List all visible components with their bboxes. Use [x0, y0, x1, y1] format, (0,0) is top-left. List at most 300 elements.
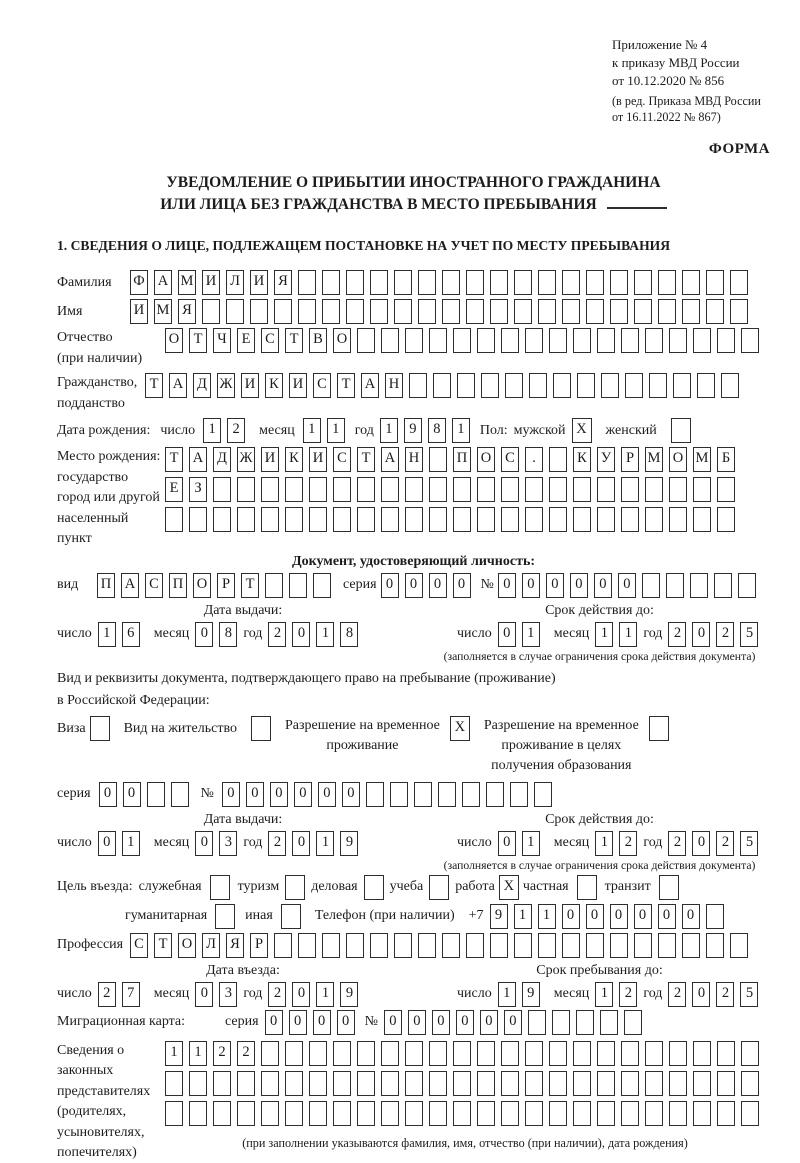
- char-box[interactable]: [237, 507, 255, 532]
- char-box[interactable]: [409, 373, 427, 398]
- char-box[interactable]: [706, 299, 724, 324]
- char-box[interactable]: [717, 1071, 735, 1096]
- char-box[interactable]: А: [169, 373, 187, 398]
- char-box[interactable]: 0: [98, 831, 116, 856]
- char-box[interactable]: [429, 1101, 447, 1126]
- char-box[interactable]: [741, 1071, 759, 1096]
- char-box[interactable]: О: [333, 328, 351, 353]
- char-box[interactable]: [457, 373, 475, 398]
- char-box[interactable]: О: [193, 573, 211, 598]
- char-box[interactable]: [346, 933, 364, 958]
- char-box[interactable]: А: [361, 373, 379, 398]
- char-box[interactable]: [741, 1041, 759, 1066]
- char-box[interactable]: П: [453, 447, 471, 472]
- char-box[interactable]: З: [189, 477, 207, 502]
- char-box[interactable]: [477, 1041, 495, 1066]
- char-box[interactable]: [453, 477, 471, 502]
- char-box[interactable]: [381, 1101, 399, 1126]
- char-box[interactable]: 0: [498, 573, 516, 598]
- char-box[interactable]: Т: [357, 447, 375, 472]
- char-box[interactable]: [642, 573, 660, 598]
- char-box[interactable]: 0: [586, 904, 604, 929]
- char-box[interactable]: [697, 373, 715, 398]
- char-box[interactable]: [693, 1101, 711, 1126]
- char-box[interactable]: 0: [246, 782, 264, 807]
- char-box[interactable]: [501, 1071, 519, 1096]
- char-box[interactable]: [669, 477, 687, 502]
- char-box[interactable]: 1: [327, 418, 345, 443]
- char-box[interactable]: [505, 373, 523, 398]
- char-box[interactable]: А: [154, 270, 172, 295]
- char-box[interactable]: [405, 477, 423, 502]
- char-box[interactable]: 1: [303, 418, 321, 443]
- char-box[interactable]: [634, 933, 652, 958]
- char-box[interactable]: О: [178, 933, 196, 958]
- char-box[interactable]: 2: [668, 622, 686, 647]
- char-box[interactable]: Е: [237, 328, 255, 353]
- char-box[interactable]: А: [121, 573, 139, 598]
- char-box[interactable]: М: [645, 447, 663, 472]
- char-box[interactable]: И: [241, 373, 259, 398]
- char-box[interactable]: 0: [562, 904, 580, 929]
- char-box[interactable]: И: [261, 447, 279, 472]
- char-box[interactable]: [394, 933, 412, 958]
- char-box[interactable]: 9: [340, 982, 358, 1007]
- char-box[interactable]: С: [130, 933, 148, 958]
- char-box[interactable]: 1: [498, 982, 516, 1007]
- char-box[interactable]: [390, 782, 408, 807]
- char-box[interactable]: [549, 1041, 567, 1066]
- char-box[interactable]: [634, 270, 652, 295]
- char-box[interactable]: Я: [226, 933, 244, 958]
- char-box[interactable]: И: [289, 373, 307, 398]
- char-box[interactable]: 9: [340, 831, 358, 856]
- char-box[interactable]: Б: [717, 447, 735, 472]
- char-box[interactable]: 2: [619, 982, 637, 1007]
- char-box[interactable]: [717, 507, 735, 532]
- char-box[interactable]: [333, 1101, 351, 1126]
- char-box[interactable]: [514, 299, 532, 324]
- char-box[interactable]: [534, 782, 552, 807]
- char-box[interactable]: 5: [740, 831, 758, 856]
- char-box[interactable]: 2: [268, 982, 286, 1007]
- char-box[interactable]: [573, 507, 591, 532]
- char-box[interactable]: [717, 477, 735, 502]
- char-box[interactable]: [501, 328, 519, 353]
- char-box[interactable]: [621, 1071, 639, 1096]
- char-box[interactable]: В: [309, 328, 327, 353]
- purpose-official-checkbox[interactable]: [210, 875, 230, 900]
- purpose-private-checkbox[interactable]: [577, 875, 597, 900]
- char-box[interactable]: [573, 328, 591, 353]
- char-box[interactable]: [717, 1041, 735, 1066]
- char-box[interactable]: [490, 933, 508, 958]
- char-box[interactable]: С: [333, 447, 351, 472]
- char-box[interactable]: [501, 1041, 519, 1066]
- char-box[interactable]: [274, 299, 292, 324]
- char-box[interactable]: [658, 299, 676, 324]
- char-box[interactable]: 0: [99, 782, 117, 807]
- char-box[interactable]: [501, 477, 519, 502]
- char-box[interactable]: М: [178, 270, 196, 295]
- char-box[interactable]: [669, 328, 687, 353]
- char-box[interactable]: [649, 373, 667, 398]
- char-box[interactable]: [462, 782, 480, 807]
- char-box[interactable]: [621, 328, 639, 353]
- char-box[interactable]: [165, 507, 183, 532]
- char-box[interactable]: С: [313, 373, 331, 398]
- char-box[interactable]: [645, 328, 663, 353]
- char-box[interactable]: [453, 507, 471, 532]
- char-box[interactable]: А: [189, 447, 207, 472]
- char-box[interactable]: 1: [380, 418, 398, 443]
- char-box[interactable]: 0: [381, 573, 399, 598]
- char-box[interactable]: Я: [178, 299, 196, 324]
- char-box[interactable]: [693, 477, 711, 502]
- char-box[interactable]: [322, 270, 340, 295]
- char-box[interactable]: 0: [195, 622, 213, 647]
- char-box[interactable]: 0: [270, 782, 288, 807]
- char-box[interactable]: [658, 933, 676, 958]
- char-box[interactable]: [165, 1101, 183, 1126]
- visa-checkbox[interactable]: [90, 716, 110, 741]
- char-box[interactable]: 0: [498, 622, 516, 647]
- char-box[interactable]: 1: [595, 831, 613, 856]
- char-box[interactable]: [490, 299, 508, 324]
- char-box[interactable]: [586, 933, 604, 958]
- char-box[interactable]: Ч: [213, 328, 231, 353]
- char-box[interactable]: [669, 1071, 687, 1096]
- char-box[interactable]: [453, 328, 471, 353]
- char-box[interactable]: 0: [453, 573, 471, 598]
- char-box[interactable]: [634, 299, 652, 324]
- char-box[interactable]: [429, 447, 447, 472]
- char-box[interactable]: .: [525, 447, 543, 472]
- char-box[interactable]: [693, 507, 711, 532]
- char-box[interactable]: Т: [165, 447, 183, 472]
- char-box[interactable]: [381, 1041, 399, 1066]
- char-box[interactable]: [486, 782, 504, 807]
- char-box[interactable]: [693, 1041, 711, 1066]
- char-box[interactable]: [477, 1101, 495, 1126]
- char-box[interactable]: [525, 507, 543, 532]
- char-box[interactable]: 2: [668, 831, 686, 856]
- char-box[interactable]: [721, 373, 739, 398]
- char-box[interactable]: [405, 328, 423, 353]
- char-box[interactable]: Н: [385, 373, 403, 398]
- char-box[interactable]: [438, 782, 456, 807]
- char-box[interactable]: [366, 782, 384, 807]
- char-box[interactable]: [298, 270, 316, 295]
- char-box[interactable]: 8: [340, 622, 358, 647]
- char-box[interactable]: 0: [429, 573, 447, 598]
- purpose-transit-checkbox[interactable]: [659, 875, 679, 900]
- char-box[interactable]: [621, 1041, 639, 1066]
- char-box[interactable]: 0: [692, 622, 710, 647]
- char-box[interactable]: 0: [692, 831, 710, 856]
- char-box[interactable]: 2: [716, 831, 734, 856]
- char-box[interactable]: [370, 299, 388, 324]
- char-box[interactable]: 2: [237, 1041, 255, 1066]
- char-box[interactable]: Р: [217, 573, 235, 598]
- char-box[interactable]: [573, 1101, 591, 1126]
- char-box[interactable]: [285, 477, 303, 502]
- char-box[interactable]: 1: [619, 622, 637, 647]
- char-box[interactable]: [237, 477, 255, 502]
- char-box[interactable]: К: [285, 447, 303, 472]
- char-box[interactable]: [714, 573, 732, 598]
- char-box[interactable]: [621, 1101, 639, 1126]
- char-box[interactable]: [453, 1101, 471, 1126]
- char-box[interactable]: [165, 1071, 183, 1096]
- char-box[interactable]: [418, 299, 436, 324]
- char-box[interactable]: И: [250, 270, 268, 295]
- char-box[interactable]: [309, 1101, 327, 1126]
- char-box[interactable]: [597, 1101, 615, 1126]
- char-box[interactable]: 0: [432, 1010, 450, 1035]
- char-box[interactable]: [706, 270, 724, 295]
- char-box[interactable]: 1: [316, 831, 334, 856]
- char-box[interactable]: [577, 373, 595, 398]
- char-box[interactable]: 0: [570, 573, 588, 598]
- char-box[interactable]: [285, 507, 303, 532]
- char-box[interactable]: [309, 1041, 327, 1066]
- char-box[interactable]: 0: [292, 622, 310, 647]
- char-box[interactable]: [477, 477, 495, 502]
- purpose-humanitarian-checkbox[interactable]: [215, 904, 235, 929]
- char-box[interactable]: [298, 299, 316, 324]
- char-box[interactable]: 2: [98, 982, 116, 1007]
- char-box[interactable]: [405, 1041, 423, 1066]
- char-box[interactable]: [357, 507, 375, 532]
- char-box[interactable]: [600, 1010, 618, 1035]
- char-box[interactable]: [666, 573, 684, 598]
- char-box[interactable]: [189, 1071, 207, 1096]
- char-box[interactable]: [538, 299, 556, 324]
- char-box[interactable]: [442, 299, 460, 324]
- char-box[interactable]: О: [477, 447, 495, 472]
- char-box[interactable]: 0: [634, 904, 652, 929]
- purpose-work-checkbox[interactable]: X: [499, 875, 519, 900]
- char-box[interactable]: Т: [189, 328, 207, 353]
- char-box[interactable]: [333, 507, 351, 532]
- char-box[interactable]: [645, 1101, 663, 1126]
- char-box[interactable]: [693, 1071, 711, 1096]
- char-box[interactable]: А: [381, 447, 399, 472]
- char-box[interactable]: 0: [123, 782, 141, 807]
- char-box[interactable]: 0: [384, 1010, 402, 1035]
- char-box[interactable]: [370, 933, 388, 958]
- char-box[interactable]: 0: [498, 831, 516, 856]
- char-box[interactable]: [528, 1010, 546, 1035]
- char-box[interactable]: [690, 573, 708, 598]
- char-box[interactable]: [730, 299, 748, 324]
- char-box[interactable]: 0: [682, 904, 700, 929]
- char-box[interactable]: [309, 507, 327, 532]
- char-box[interactable]: Т: [337, 373, 355, 398]
- char-box[interactable]: М: [154, 299, 172, 324]
- char-box[interactable]: [525, 1101, 543, 1126]
- char-box[interactable]: 1: [595, 982, 613, 1007]
- char-box[interactable]: [549, 447, 567, 472]
- char-box[interactable]: [625, 373, 643, 398]
- char-box[interactable]: [298, 933, 316, 958]
- char-box[interactable]: [706, 904, 724, 929]
- char-box[interactable]: П: [169, 573, 187, 598]
- char-box[interactable]: 2: [619, 831, 637, 856]
- char-box[interactable]: 9: [490, 904, 508, 929]
- char-box[interactable]: 0: [195, 982, 213, 1007]
- char-box[interactable]: [552, 1010, 570, 1035]
- char-box[interactable]: [261, 1071, 279, 1096]
- char-box[interactable]: 8: [428, 418, 446, 443]
- char-box[interactable]: 0: [546, 573, 564, 598]
- char-box[interactable]: [693, 328, 711, 353]
- char-box[interactable]: [285, 1101, 303, 1126]
- char-box[interactable]: [682, 299, 700, 324]
- char-box[interactable]: [538, 933, 556, 958]
- purpose-business-checkbox[interactable]: [364, 875, 384, 900]
- char-box[interactable]: [394, 270, 412, 295]
- char-box[interactable]: [309, 1071, 327, 1096]
- char-box[interactable]: Т: [145, 373, 163, 398]
- char-box[interactable]: [405, 1071, 423, 1096]
- char-box[interactable]: 0: [292, 982, 310, 1007]
- char-box[interactable]: 9: [404, 418, 422, 443]
- char-box[interactable]: Е: [165, 477, 183, 502]
- char-box[interactable]: [514, 270, 532, 295]
- char-box[interactable]: 3: [219, 831, 237, 856]
- char-box[interactable]: [573, 1071, 591, 1096]
- char-box[interactable]: [529, 373, 547, 398]
- char-box[interactable]: [322, 933, 340, 958]
- char-box[interactable]: [405, 507, 423, 532]
- char-box[interactable]: [477, 507, 495, 532]
- char-box[interactable]: [429, 477, 447, 502]
- char-box[interactable]: [442, 933, 460, 958]
- char-box[interactable]: [514, 933, 532, 958]
- purpose-other-checkbox[interactable]: [281, 904, 301, 929]
- char-box[interactable]: 5: [740, 982, 758, 1007]
- char-box[interactable]: Ж: [237, 447, 255, 472]
- char-box[interactable]: [370, 270, 388, 295]
- char-box[interactable]: [289, 573, 307, 598]
- char-box[interactable]: 1: [203, 418, 221, 443]
- char-box[interactable]: 7: [122, 982, 140, 1007]
- char-box[interactable]: [429, 1041, 447, 1066]
- char-box[interactable]: 2: [716, 982, 734, 1007]
- char-box[interactable]: [477, 1071, 495, 1096]
- char-box[interactable]: [394, 299, 412, 324]
- char-box[interactable]: [261, 507, 279, 532]
- char-box[interactable]: О: [165, 328, 183, 353]
- char-box[interactable]: 1: [165, 1041, 183, 1066]
- char-box[interactable]: [738, 573, 756, 598]
- char-box[interactable]: [597, 1071, 615, 1096]
- char-box[interactable]: [645, 1041, 663, 1066]
- char-box[interactable]: [597, 507, 615, 532]
- char-box[interactable]: [381, 1071, 399, 1096]
- char-box[interactable]: [549, 477, 567, 502]
- char-box[interactable]: 0: [318, 782, 336, 807]
- char-box[interactable]: 1: [189, 1041, 207, 1066]
- char-box[interactable]: 0: [456, 1010, 474, 1035]
- char-box[interactable]: [429, 507, 447, 532]
- char-box[interactable]: 1: [452, 418, 470, 443]
- char-box[interactable]: 1: [538, 904, 556, 929]
- char-box[interactable]: [525, 1041, 543, 1066]
- char-box[interactable]: [189, 507, 207, 532]
- char-box[interactable]: [573, 1041, 591, 1066]
- char-box[interactable]: 0: [692, 982, 710, 1007]
- char-box[interactable]: 0: [265, 1010, 283, 1035]
- char-box[interactable]: 1: [522, 831, 540, 856]
- char-box[interactable]: [562, 299, 580, 324]
- char-box[interactable]: [147, 782, 165, 807]
- char-box[interactable]: [597, 477, 615, 502]
- char-box[interactable]: [346, 270, 364, 295]
- char-box[interactable]: [213, 507, 231, 532]
- char-box[interactable]: [333, 1071, 351, 1096]
- char-box[interactable]: [717, 328, 735, 353]
- char-box[interactable]: [510, 782, 528, 807]
- char-box[interactable]: [202, 299, 220, 324]
- char-box[interactable]: [645, 507, 663, 532]
- char-box[interactable]: 0: [294, 782, 312, 807]
- char-box[interactable]: [741, 1101, 759, 1126]
- edu-permit-checkbox[interactable]: [649, 716, 669, 741]
- char-box[interactable]: [682, 933, 700, 958]
- char-box[interactable]: К: [573, 447, 591, 472]
- char-box[interactable]: 0: [480, 1010, 498, 1035]
- char-box[interactable]: 0: [504, 1010, 522, 1035]
- char-box[interactable]: О: [669, 447, 687, 472]
- char-box[interactable]: 0: [522, 573, 540, 598]
- char-box[interactable]: 0: [658, 904, 676, 929]
- char-box[interactable]: 5: [740, 622, 758, 647]
- char-box[interactable]: С: [261, 328, 279, 353]
- char-box[interactable]: [669, 1101, 687, 1126]
- char-box[interactable]: [610, 933, 628, 958]
- char-box[interactable]: [285, 1041, 303, 1066]
- char-box[interactable]: [309, 477, 327, 502]
- char-box[interactable]: [645, 1071, 663, 1096]
- char-box[interactable]: [717, 1101, 735, 1126]
- char-box[interactable]: [538, 270, 556, 295]
- char-box[interactable]: [562, 933, 580, 958]
- char-box[interactable]: [213, 1101, 231, 1126]
- char-box[interactable]: 1: [98, 622, 116, 647]
- char-box[interactable]: 0: [594, 573, 612, 598]
- char-box[interactable]: [525, 328, 543, 353]
- char-box[interactable]: [610, 299, 628, 324]
- char-box[interactable]: [658, 270, 676, 295]
- char-box[interactable]: [414, 782, 432, 807]
- char-box[interactable]: 0: [405, 573, 423, 598]
- char-box[interactable]: [346, 299, 364, 324]
- residence-permit-checkbox[interactable]: [251, 716, 271, 741]
- sex-male-checkbox[interactable]: X: [572, 418, 592, 443]
- char-box[interactable]: [553, 373, 571, 398]
- temp-permit-checkbox[interactable]: X: [450, 716, 470, 741]
- char-box[interactable]: Л: [202, 933, 220, 958]
- char-box[interactable]: [549, 507, 567, 532]
- char-box[interactable]: 0: [292, 831, 310, 856]
- char-box[interactable]: 0: [222, 782, 240, 807]
- char-box[interactable]: [213, 477, 231, 502]
- char-box[interactable]: [576, 1010, 594, 1035]
- char-box[interactable]: [466, 299, 484, 324]
